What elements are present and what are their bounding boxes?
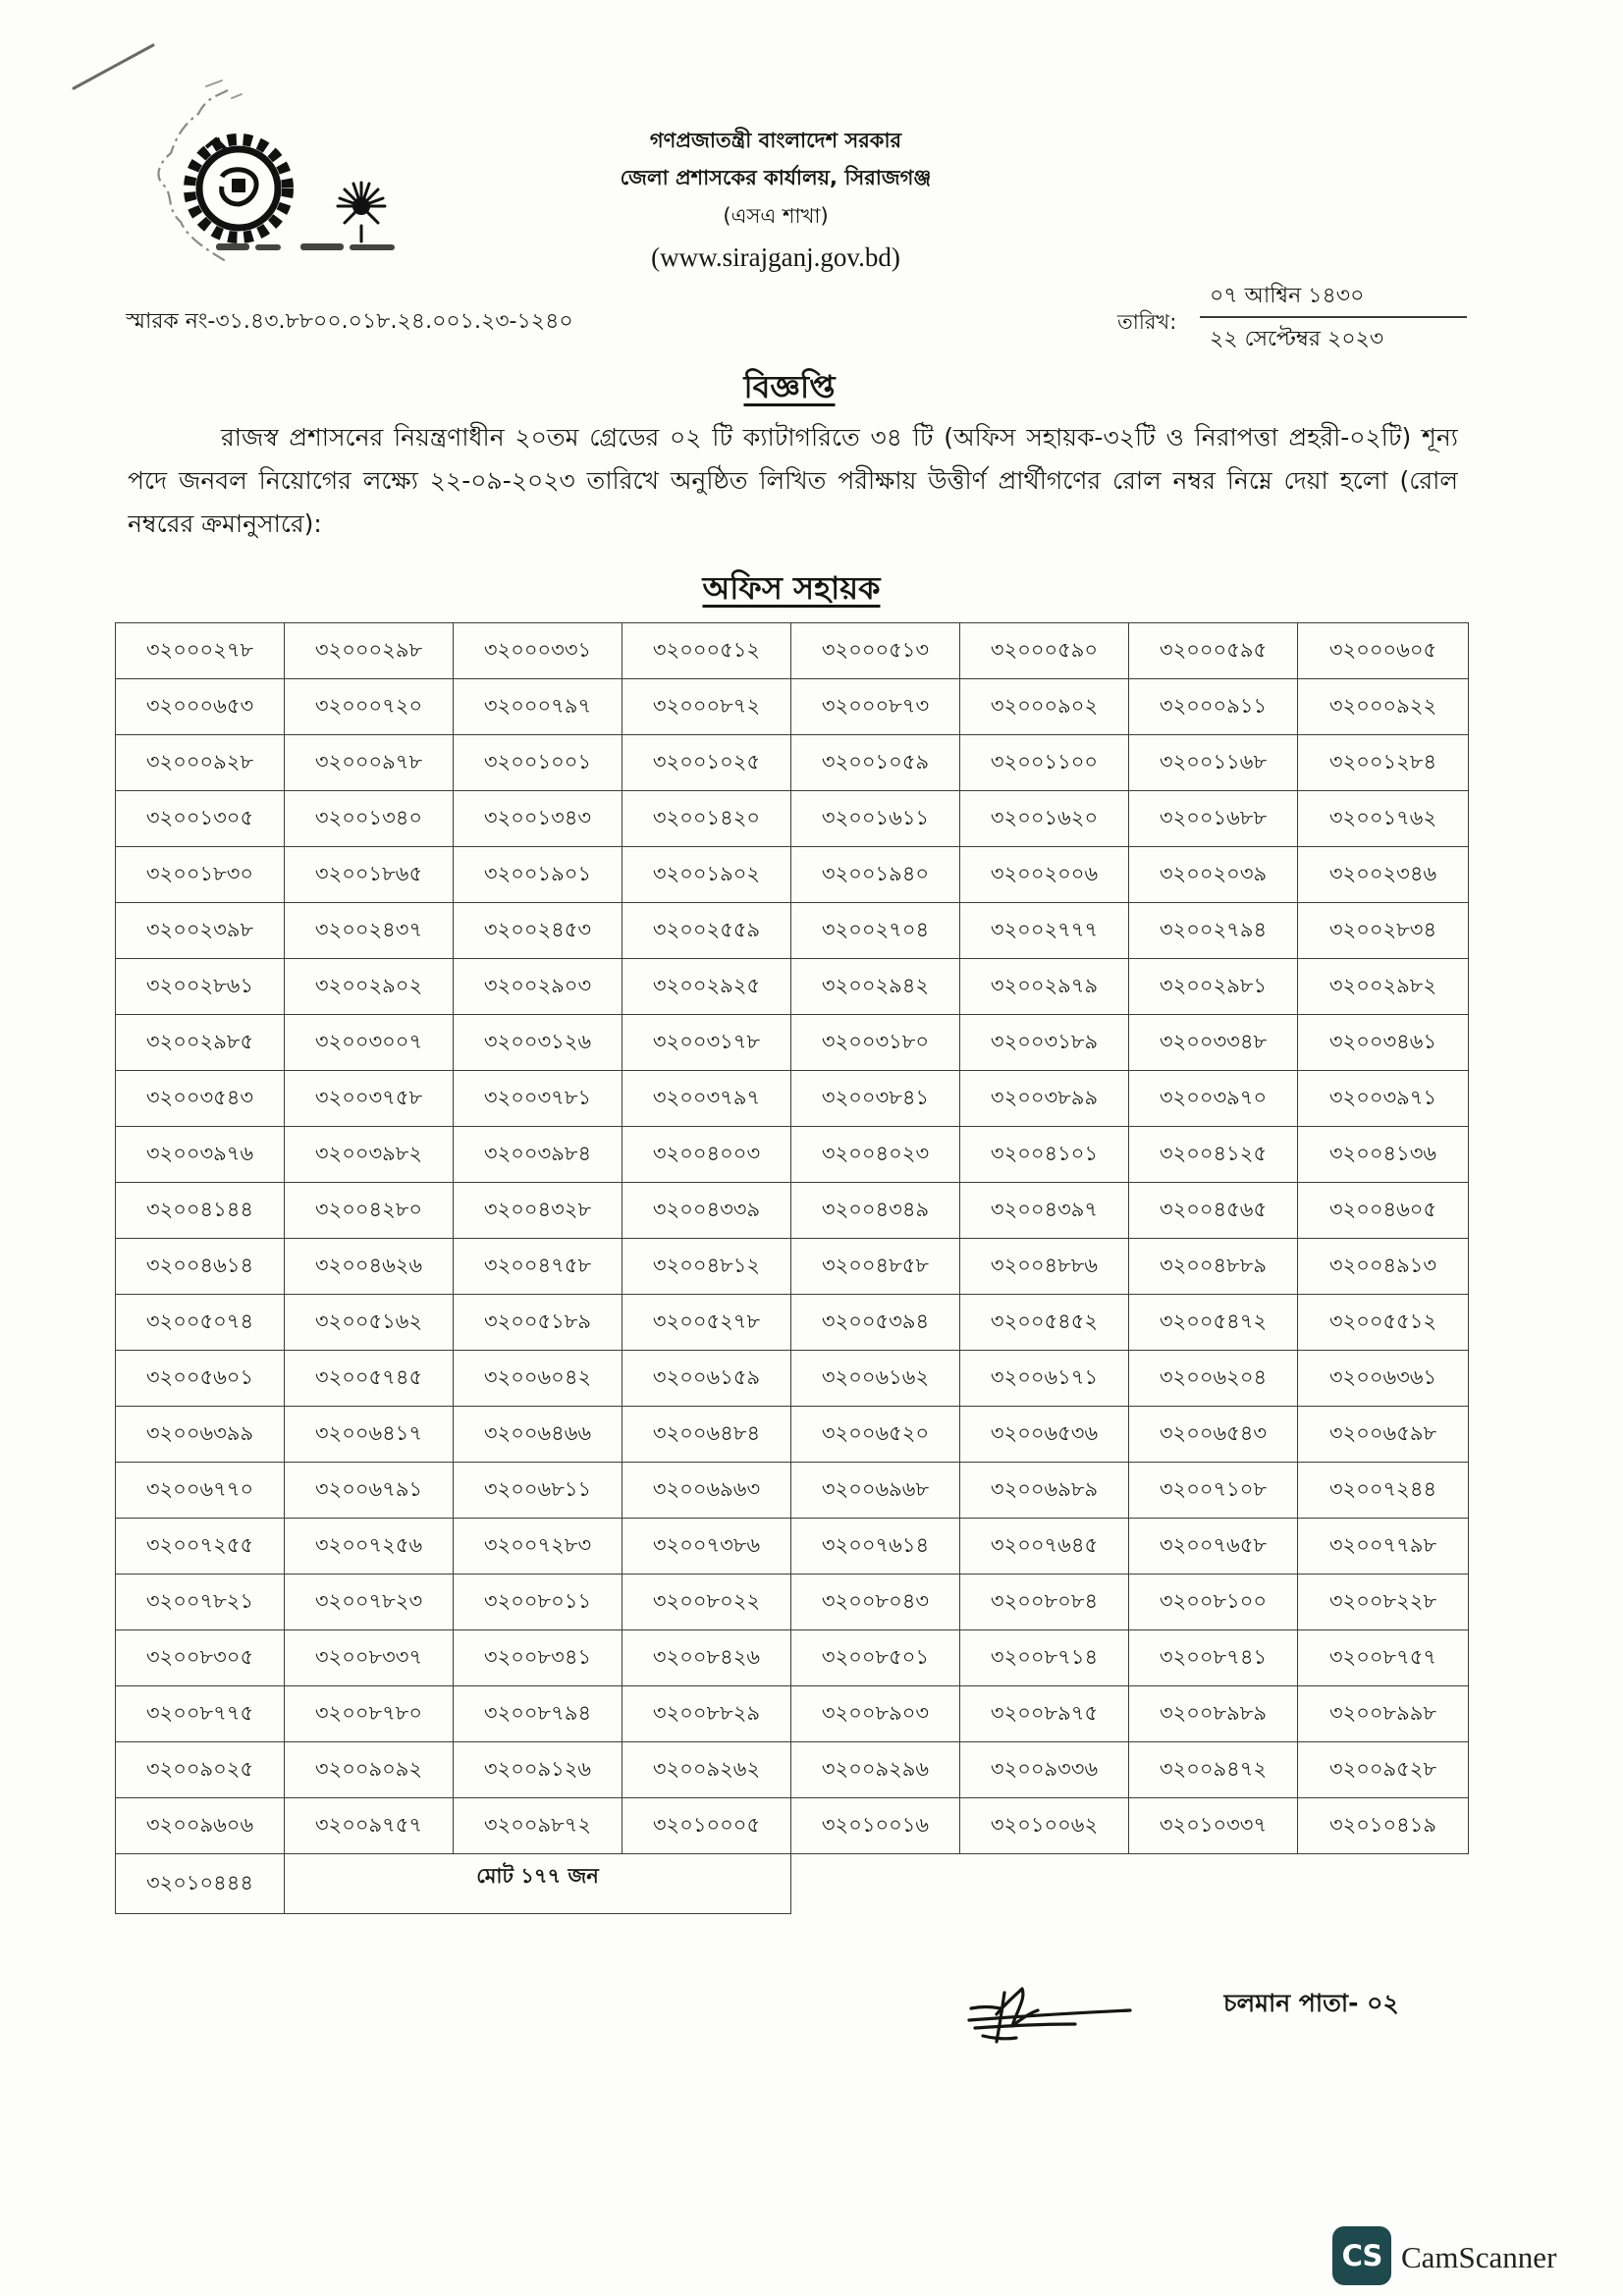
roll-number-cell: ৩২০০১২৮৪: [1298, 735, 1469, 791]
roll-number-cell: ৩২০০০২৯৮: [285, 623, 454, 679]
roll-number-cell: ৩২০০৩৯৭১: [1298, 1071, 1469, 1127]
roll-number-cell: ৩২০০৬১৬২: [791, 1351, 960, 1407]
roll-number-cell: ৩২০০৯২৯৬: [791, 1742, 960, 1798]
roll-number-cell: ৩২০০৮৯৮৯: [1129, 1686, 1298, 1742]
roll-number-cell: ৩২০০১১৬৮: [1129, 735, 1298, 791]
roll-number-cell: ৩২০০৩৯৭০: [1129, 1071, 1298, 1127]
roll-number-cell: ৩২০০১০৫৯: [791, 735, 960, 791]
roll-number-cell: ৩২০০০৫১৩: [791, 623, 960, 679]
roll-number-cell: ৩২০০০৬৫৩: [116, 679, 285, 735]
flower-icon: [338, 183, 385, 241]
roll-number-cell: ৩২০০৩৪৬১: [1298, 1015, 1469, 1071]
roll-number-cell: ৩২০০৪১৩৬: [1298, 1127, 1469, 1183]
table-row: [116, 623, 1469, 679]
roll-number-cell: ৩২০০৬৭৯১: [285, 1463, 454, 1519]
roll-number-cell: ৩২০০৪১৪৪: [116, 1183, 285, 1239]
roll-number-cell: ৩২০০২৯৮১: [1129, 959, 1298, 1015]
roll-number-cell: ৩২০১০০৬২: [960, 1798, 1129, 1854]
table-row: [116, 1686, 1469, 1742]
roll-number-cell: ৩২০০০৮৭২: [622, 679, 791, 735]
date-divider: [1200, 316, 1467, 318]
roll-number-cell: ৩২০০২৭৯৪: [1129, 903, 1298, 959]
roll-number-cell: ৩২০০৪০২৩: [791, 1127, 960, 1183]
roll-table-body: [116, 623, 1469, 1914]
gear-icon: [189, 139, 288, 238]
roll-number-cell: ৩২০০২৯০৩: [454, 959, 622, 1015]
roll-number-cell: ৩২০০৯৭৫৭: [285, 1798, 454, 1854]
table-row: [116, 1463, 1469, 1519]
roll-number-cell: ৩২০০৩১২৬: [454, 1015, 622, 1071]
roll-number-cell: ৩২০০০৮৭৩: [791, 679, 960, 735]
website-link[interactable]: (www.sirajganj.gov.bd): [651, 242, 900, 272]
roll-number-cell: ৩২০০২৪৩৭: [285, 903, 454, 959]
roll-number-cell: ৩২০০৮১০০: [1129, 1575, 1298, 1630]
roll-number-cell: ৩২০০৫৩৯৪: [791, 1295, 960, 1351]
date-bangla: ০৭ আশ্বিন ১৪৩০: [1210, 284, 1365, 308]
memo-number: স্মারক নং-৩১.৪৩.৮৮০০.০১৮.২৪.০০১.২৩-১২৪০: [126, 309, 573, 334]
table-row: [116, 903, 1469, 959]
table-row: [116, 1742, 1469, 1798]
roll-number-cell: ৩২০০৯১২৬: [454, 1742, 622, 1798]
roll-number-cell: ৩২০০৬৫৯৮: [1298, 1407, 1469, 1463]
roll-number-cell: ৩২০০৪৮১২: [622, 1239, 791, 1295]
roll-number-cell: ৩২০০৮৯৯৮: [1298, 1686, 1469, 1742]
roll-number-cell: ৩২০০৪৩৪৯: [791, 1183, 960, 1239]
roll-number-cell: ৩২০০৫১৬২: [285, 1295, 454, 1351]
roll-number-cell: ৩২০০৮৭১৪: [960, 1630, 1129, 1686]
roll-number-cell: ৩২০০২০৩৯: [1129, 847, 1298, 903]
roll-number-cell: ৩২০০০৭৯৭: [454, 679, 622, 735]
roll-number-cell: ৩২০০৩১৮০: [791, 1015, 960, 1071]
roll-number-cell: ৩২০০২৩৪৬: [1298, 847, 1469, 903]
date-label: তারিখ:: [1117, 310, 1177, 334]
roll-number-cell: ৩২০০৩৯৭৬: [116, 1127, 285, 1183]
roll-number-cell: ৩২০০৬৮১১: [454, 1463, 622, 1519]
camscanner-logo-icon: CS: [1332, 2226, 1391, 2285]
roll-number-cell: ৩২০০৮০৪৩: [791, 1575, 960, 1630]
roll-number-cell: ৩২০০১৯৪০: [791, 847, 960, 903]
roll-number-cell: ৩২০০২৩৯৮: [116, 903, 285, 959]
roll-number-cell: ৩২০০৬৫৩৬: [960, 1407, 1129, 1463]
roll-number-cell: ৩২০০০৯২২: [1298, 679, 1469, 735]
roll-number-cell: ৩২০০৭২৪৪: [1298, 1463, 1469, 1519]
roll-number-cell: ৩২০০৩৫৪৩: [116, 1071, 285, 1127]
table-row: [116, 1127, 1469, 1183]
roll-number-cell: ৩২০০৮০৮৪: [960, 1575, 1129, 1630]
roll-number-cell: ৩২০০৫০৭৪: [116, 1295, 285, 1351]
roll-number-cell: ৩২০০০২৭৮: [116, 623, 285, 679]
roll-number-cell: ৩২০০২৮৬১: [116, 959, 285, 1015]
roll-number-cell: ৩২০০৩১৭৮: [622, 1015, 791, 1071]
table-row: [116, 1351, 1469, 1407]
roll-number-cell: ৩২০০৭৬১৪: [791, 1519, 960, 1575]
roll-number-cell: ৩২০০৩৮৪১: [791, 1071, 960, 1127]
roll-number-cell: ৩২০০২৯৭৯: [960, 959, 1129, 1015]
roll-number-cell: ৩২০০২৯৪২: [791, 959, 960, 1015]
roll-number-cell: ৩২০০৬৯৬৩: [622, 1463, 791, 1519]
roll-number-cell: ৩২০০৮৭৮০: [285, 1686, 454, 1742]
roll-number-cell: ৩২০০৪৭৫৮: [454, 1239, 622, 1295]
table-row: [116, 679, 1469, 735]
roll-number-cell: ৩২০০২৯৮২: [1298, 959, 1469, 1015]
roll-number-cell: ৩২০০০৬০৫: [1298, 623, 1469, 679]
roll-number-cell: ৩২০০৪২৮০: [285, 1183, 454, 1239]
roll-number-cell: ৩২০০৩৩৪৮: [1129, 1015, 1298, 1071]
roll-number-table: [115, 622, 1469, 1914]
emblem-caption-mark: [216, 243, 395, 250]
roll-number-cell: ৩২০০৯০৯২: [285, 1742, 454, 1798]
roll-number-cell: ৩২০০১৮৬৫: [285, 847, 454, 903]
roll-number-cell: ৩২০০৭৮২১: [116, 1575, 285, 1630]
roll-number-cell: ৩২০০৪৫৬৫: [1129, 1183, 1298, 1239]
roll-number-cell: ৩২০০৪৩৯৭: [960, 1183, 1129, 1239]
branch-name: (এসএ শাখা): [723, 204, 829, 228]
roll-number-cell: ৩২০০৬৩৯৯: [116, 1407, 285, 1463]
roll-number-cell: ৩২০০৪৬০৫: [1298, 1183, 1469, 1239]
roll-number-cell: ৩২০০৯৬০৬: [116, 1798, 285, 1854]
empty-cell: [791, 1854, 1469, 1914]
table-row: [116, 1798, 1469, 1854]
roll-number-cell: ৩২০০১৯০২: [622, 847, 791, 903]
roll-number-cell: ৩২০১০৪১৯: [1298, 1798, 1469, 1854]
roll-number-cell: ৩২০০৪১০১: [960, 1127, 1129, 1183]
roll-number-cell: ৩২০০২৯৮৫: [116, 1015, 285, 1071]
district-emblem-icon: [59, 29, 471, 285]
roll-number-cell: ৩২০০১০২৫: [622, 735, 791, 791]
continued-page-label: চলমান পাতা- ০২: [1223, 1989, 1399, 2017]
roll-number-cell: ৩২০০৮৩০৫: [116, 1630, 285, 1686]
roll-number-cell: ৩২০০৬৯৮৯: [960, 1463, 1129, 1519]
roll-number-cell: ৩২০০২৭০৪: [791, 903, 960, 959]
notice-title: বিজ্ঞপ্তি: [743, 368, 836, 405]
roll-number-cell: ৩২০০২৭৭৭: [960, 903, 1129, 959]
roll-number-cell: ৩২০০০৯০২: [960, 679, 1129, 735]
roll-number-cell: ৩২০১০০১৬: [791, 1798, 960, 1854]
table-row: [116, 959, 1469, 1015]
table-row: [116, 1575, 1469, 1630]
roll-number-cell: ৩২০০৩০০৭: [285, 1015, 454, 1071]
office-name: জেলা প্রশাসকের কার্যালয়, সিরাজগঞ্জ: [620, 166, 932, 189]
roll-number-cell: ৩২০০৪০০৩: [622, 1127, 791, 1183]
roll-number-cell: ৩২০০৭৬৫৮: [1129, 1519, 1298, 1575]
roll-number-cell: ৩২০০৮৩৪১: [454, 1630, 622, 1686]
table-row: [116, 1183, 1469, 1239]
roll-number-cell: ৩২০০৮০১১: [454, 1575, 622, 1630]
roll-number-cell: ৩২০০০৯১১: [1129, 679, 1298, 735]
roll-number-cell: ৩২০০২৫৫৯: [622, 903, 791, 959]
roll-number-cell: ৩২০০৪৩২৮: [454, 1183, 622, 1239]
roll-number-cell: ৩২০০০৯২৮: [116, 735, 285, 791]
roll-number-cell: ৩২০০৭৮২৩: [285, 1575, 454, 1630]
roll-number-cell: ৩২০০৯৩৩৬: [960, 1742, 1129, 1798]
roll-number-cell: ৩২০০১৬৮৮: [1129, 791, 1298, 847]
roll-number-cell: ৩২০০৪৬২৬: [285, 1239, 454, 1295]
roll-number-cell: ৩২০০৮৭৭৫: [116, 1686, 285, 1742]
table-row: [116, 791, 1469, 847]
roll-number-cell: ৩২০০৩৮৯৯: [960, 1071, 1129, 1127]
roll-number-cell: ৩২০০২৮৩৪: [1298, 903, 1469, 959]
pen-stroke-mark: [74, 45, 153, 88]
table-row: [116, 1407, 1469, 1463]
roll-number-cell: ৩২০০৩৭৮১: [454, 1071, 622, 1127]
roll-number-cell: ৩২০০১৪২০: [622, 791, 791, 847]
roll-number-cell: ৩২০০৮৯৭৫: [960, 1686, 1129, 1742]
roll-number-cell: ৩২০০৫৫১২: [1298, 1295, 1469, 1351]
date-gregorian: ২২ সেপ্টেম্বর ২০২৩: [1210, 327, 1384, 351]
roll-number-cell: ৩২০০১৭৬২: [1298, 791, 1469, 847]
roll-number-cell: ৩২০০০৫৯০: [960, 623, 1129, 679]
roll-number-cell: ৩২০০৬৪৮৪: [622, 1407, 791, 1463]
roll-number-cell: ৩২০০৮৭৫৭: [1298, 1630, 1469, 1686]
roll-number-cell: ৩২০০৬৩৬১: [1298, 1351, 1469, 1407]
roll-number-cell: ৩২০০৩৭৫৮: [285, 1071, 454, 1127]
table-row: [116, 1295, 1469, 1351]
roll-number-cell: ৩২০০৭২৫৬: [285, 1519, 454, 1575]
roll-number-cell: ৩২০০১৩৪০: [285, 791, 454, 847]
roll-number-cell: ৩২০০১০০১: [454, 735, 622, 791]
roll-number-cell: ৩২০০৭৭৯৮: [1298, 1519, 1469, 1575]
roll-number-cell: ৩২০১০৪৪৪: [116, 1854, 285, 1914]
roll-number-cell: ৩২০০১৩৪৩: [454, 791, 622, 847]
roll-number-cell: ৩২০০০৯৭৮: [285, 735, 454, 791]
roll-number-cell: ৩২০০৮০২২: [622, 1575, 791, 1630]
roll-number-cell: ৩২০০৯৪৭২: [1129, 1742, 1298, 1798]
roll-number-cell: ৩২০০৪৬১৪: [116, 1239, 285, 1295]
roll-number-cell: ৩২০০৮৮২৯: [622, 1686, 791, 1742]
table-row-last: [116, 1854, 1469, 1914]
roll-number-cell: ৩২০০৫৪৭২: [1129, 1295, 1298, 1351]
roll-number-cell: ৩২০০৬৫২০: [791, 1407, 960, 1463]
roll-number-cell: ৩২০০২৯২৫: [622, 959, 791, 1015]
roll-number-cell: ৩২০০৭৬৪৫: [960, 1519, 1129, 1575]
total-count-cell: মোট ১৭৭ জন: [285, 1854, 791, 1914]
table-row: [116, 1239, 1469, 1295]
roll-number-cell: ৩২০০৪১২৫: [1129, 1127, 1298, 1183]
roll-number-cell: ৩২০০৬৪১৭: [285, 1407, 454, 1463]
roll-number-cell: ৩২০০৬৯৬৮: [791, 1463, 960, 1519]
roll-number-cell: ৩২০০০৩৩১: [454, 623, 622, 679]
roll-number-cell: ৩২০০৯২৬২: [622, 1742, 791, 1798]
roll-number-cell: ৩২০০৮৩৩৭: [285, 1630, 454, 1686]
roll-number-cell: ৩২০০১৩০৫: [116, 791, 285, 847]
roll-number-cell: ৩২০০৩৯৮৪: [454, 1127, 622, 1183]
roll-number-cell: ৩২০০৬১৭১: [960, 1351, 1129, 1407]
roll-number-cell: ৩২০০০৭২০: [285, 679, 454, 735]
roll-number-cell: ৩২০০২৪৫৩: [454, 903, 622, 959]
roll-number-cell: ৩২০০৪৮৮৯: [1129, 1239, 1298, 1295]
roll-number-cell: ৩২০০৮৭৯৪: [454, 1686, 622, 1742]
roll-number-cell: ৩২০০১৮৩০: [116, 847, 285, 903]
roll-number-cell: ৩২০০৪৩৩৯: [622, 1183, 791, 1239]
roll-number-cell: ৩২০০৩১৮৯: [960, 1015, 1129, 1071]
camscanner-brand-text: CamScanner: [1401, 2240, 1557, 2274]
roll-number-cell: ৩২০০১১০০: [960, 735, 1129, 791]
roll-number-cell: ৩২০০৬০৪২: [454, 1351, 622, 1407]
roll-number-cell: ৩২০০৯০২৫: [116, 1742, 285, 1798]
roll-number-cell: ৩২০০০৫৯৫: [1129, 623, 1298, 679]
roll-number-cell: ৩২০০৪৯১৩: [1298, 1239, 1469, 1295]
roll-number-cell: ৩২০০৫১৮৯: [454, 1295, 622, 1351]
roll-number-cell: ৩২০০৬৪৬৬: [454, 1407, 622, 1463]
roll-number-cell: ৩২০০৯৮৭২: [454, 1798, 622, 1854]
table-row: [116, 735, 1469, 791]
roll-number-cell: ৩২০০৭২৮৩: [454, 1519, 622, 1575]
roll-number-cell: ৩২০০২০০৬: [960, 847, 1129, 903]
roll-number-cell: ৩২০০১৯০১: [454, 847, 622, 903]
roll-number-cell: ৩২০০৬১৫৯: [622, 1351, 791, 1407]
roll-number-cell: ৩২০০৭২৫৫: [116, 1519, 285, 1575]
roll-number-cell: ৩২০০৩৭৯৭: [622, 1071, 791, 1127]
roll-number-cell: ৩২০০৮৭৪১: [1129, 1630, 1298, 1686]
roll-number-cell: ৩২০০৩৯৮২: [285, 1127, 454, 1183]
roll-number-cell: ৩২০০৬৫৪৩: [1129, 1407, 1298, 1463]
roll-number-cell: ৩২০০৫৬০১: [116, 1351, 285, 1407]
table-row: [116, 1015, 1469, 1071]
table-row: [116, 1071, 1469, 1127]
roll-number-cell: ৩২০১০৩৩৭: [1129, 1798, 1298, 1854]
roll-number-cell: ৩২০০৮৯০৩: [791, 1686, 960, 1742]
roll-number-cell: ৩২০০৭৩৮৬: [622, 1519, 791, 1575]
roll-number-cell: ৩২০১০০০৫: [622, 1798, 791, 1854]
government-name: গণপ্রজাতন্ত্রী বাংলাদেশ সরকার: [649, 129, 902, 152]
roll-number-cell: ৩২০০৬৭৭০: [116, 1463, 285, 1519]
notice-body: রাজস্ব প্রশাসনের নিয়ন্ত্রণাধীন ২০তম গ্রেডের ০২ টি ক্যাটাগরিতে ৩৪ টি (অফিস সহায়ক-৩২টি ও নিরাপত্তা প্রহরী-০২টি) শূন্য পদে জনবল নিয়োগের লক্ষ্যে ২২-০৯-২০২৩ তারিখে অনুষ্ঠিত লিখিত পরীক্ষায় উত্তীর্ণ প্রার্থীগণের রোল নম্বর নিম্নে দেয়া হলো (রোল নম্বরের ক্রমানুসারে):: [128, 423, 1458, 538]
roll-number-cell: ৩২০০৫৭৪৫: [285, 1351, 454, 1407]
signature: [957, 1963, 1139, 2056]
roll-number-cell: ৩২০০৪৮৫৮: [791, 1239, 960, 1295]
roll-number-cell: ৩২০০১৬২০: [960, 791, 1129, 847]
roll-number-cell: ৩২০০৬২০৪: [1129, 1351, 1298, 1407]
roll-number-cell: ৩২০০২৯০২: [285, 959, 454, 1015]
table-row: [116, 1630, 1469, 1686]
roll-number-cell: ৩২০০৮৫০১: [791, 1630, 960, 1686]
roll-number-cell: ৩২০০৮২২৮: [1298, 1575, 1469, 1630]
roll-number-cell: ৩২০০৮৪২৬: [622, 1630, 791, 1686]
roll-number-cell: ৩২০০৪৮৮৬: [960, 1239, 1129, 1295]
roll-number-cell: ৩২০০৫২৭৮: [622, 1295, 791, 1351]
roll-number-cell: ৩২০০৭১০৮: [1129, 1463, 1298, 1519]
roll-number-cell: ৩২০০৫৪৫২: [960, 1295, 1129, 1351]
roll-number-cell: ৩২০০০৫১২: [622, 623, 791, 679]
table-row: [116, 847, 1469, 903]
roll-number-cell: ৩২০০৯৫২৮: [1298, 1742, 1469, 1798]
section-title: অফিস সহায়ক: [702, 569, 881, 607]
table-row: [116, 1519, 1469, 1575]
roll-number-cell: ৩২০০১৬১১: [791, 791, 960, 847]
